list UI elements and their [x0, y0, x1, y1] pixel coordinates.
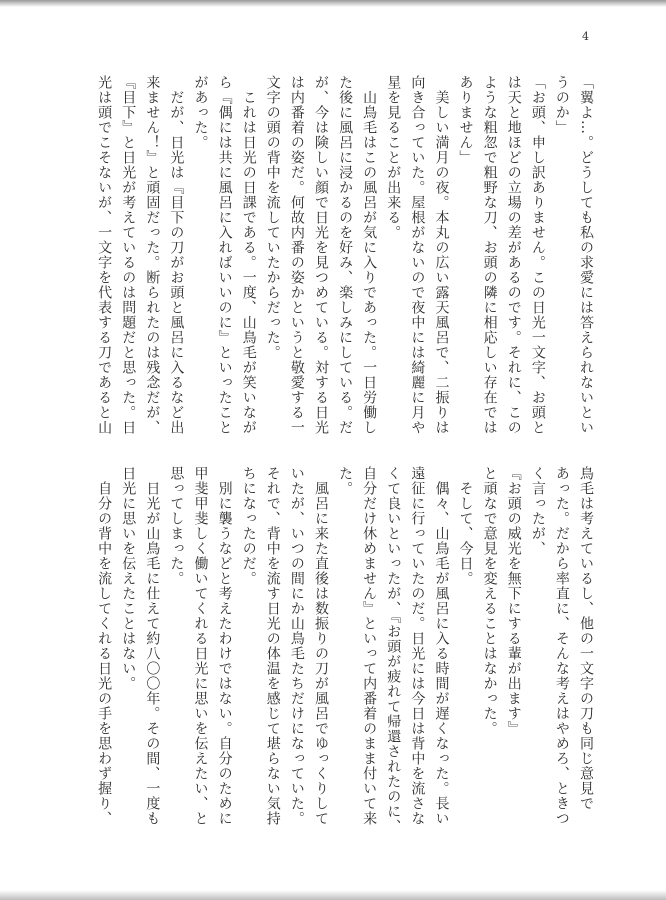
bottom-edge-shadow	[0, 890, 666, 900]
text-line: 「翼よ…。どうしても私の求愛には答えられないとい	[578, 75, 594, 435]
text-block-bottom	[70, 466, 598, 846]
text-line: 自分だけ休めません』といって内番着のまま付いて来	[361, 466, 378, 826]
text-line: た後に風呂に浸かるのを好み、楽しみにしている。だ	[337, 75, 354, 435]
text-line: 「お頭、申し訳ありません。この日光一文字、お頭と	[529, 75, 546, 435]
text-line: 鳥毛は考えているし、他の一文字の刀も同じ意見で	[578, 466, 594, 811]
text-line: 自分の背中を流してくれる日光の手を思わず握り、	[96, 466, 113, 826]
text-line: ありません」	[457, 75, 474, 165]
text-line: 別に襲うなどと考えたわけではない。自分のために	[216, 466, 233, 826]
text-line: 美しい満月の夜。本丸の広い露天風呂で、二振りは	[433, 75, 450, 435]
text-line: 日光に思いを伝えたことはない。	[120, 466, 137, 691]
text-line: 遠征に行っていたのだ。日光には今日は背中を流さな	[409, 466, 426, 826]
text-line: 『お頭の威光を無下にする輩が出ます』	[505, 466, 522, 736]
text-line: くて良いといったが、『お頭が疲れて帰還されたのに、	[385, 466, 402, 834]
text-line: 『目下』と日光が考えているのは問題だと思った。日	[120, 75, 137, 435]
text-line: それで、背中を流す日光の体温を感じて堪らない気持	[264, 466, 281, 826]
text-line: だが、日光は『目下の刀がお頭と風呂に入るなど出	[168, 75, 185, 435]
text-line: があった。	[192, 75, 209, 150]
text-line: 来ません！』と頑固だった。断られたのは残念だが、	[144, 75, 161, 435]
page-number: 4	[582, 30, 589, 43]
text-line: は天と地ほどの立場の差があるのです。それに、この	[505, 75, 522, 435]
text-line: 星を見ることが出来る。	[385, 75, 402, 240]
text-line: 向き合っていた。屋根がないので夜中には綺麗に月や	[409, 75, 426, 435]
text-line: ら『偶には共に風呂に入ればいいのに』といったこと	[216, 75, 233, 435]
text-line: ような粗忽で粗野な刀、お頭の隣に相応しい存在では	[481, 75, 498, 435]
text-line: は内番着の姿だ。何故内番の姿かというと敬愛する一	[288, 75, 305, 435]
text-line: ちになったのだ。	[240, 466, 257, 586]
text-line: 光は頭でこそないが、一文字を代表する刀であると山	[96, 75, 113, 435]
text-block-top	[70, 75, 598, 437]
text-line: が、今は険しい顔で日光を見つめている。対する日光	[312, 75, 329, 435]
top-edge-shadow	[0, 0, 666, 7]
text-line: 山鳥毛はこの風呂が気に入りであった。一日労働し	[361, 75, 378, 435]
text-line: うのか」	[553, 75, 570, 135]
text-line: 風呂に来た直後は数振りの刀が風呂でゆっくりして	[312, 466, 329, 826]
text-line: 偶々、山鳥毛が風呂に入る時間が遅くなった。長い	[433, 466, 450, 826]
text-line: く言ったが、	[529, 466, 546, 556]
text-line: 甲斐甲斐しく働いてくれる日光に思いを伝えたい、と	[192, 466, 209, 826]
text-line: た。	[337, 466, 354, 496]
text-line: あった。だから率直に、そんな考えはやめろ、ときつ	[553, 466, 570, 826]
text-line: 思ってしまった。	[168, 466, 185, 586]
text-line: これは日光の日課である。一度、山鳥毛が笑いなが	[240, 75, 257, 435]
text-line: と頑なで意見を変えることはなかった。	[481, 466, 498, 736]
text-line: そして、今日。	[457, 466, 474, 586]
text-line: 文字の頭の背中を流していたからだった。	[264, 75, 281, 360]
text-line: 日光が山鳥毛に仕えて約八〇〇年。その間、一度も	[144, 466, 161, 826]
text-line: いたが、いつの間にか山鳥毛たちだけになっていた。	[288, 466, 305, 826]
